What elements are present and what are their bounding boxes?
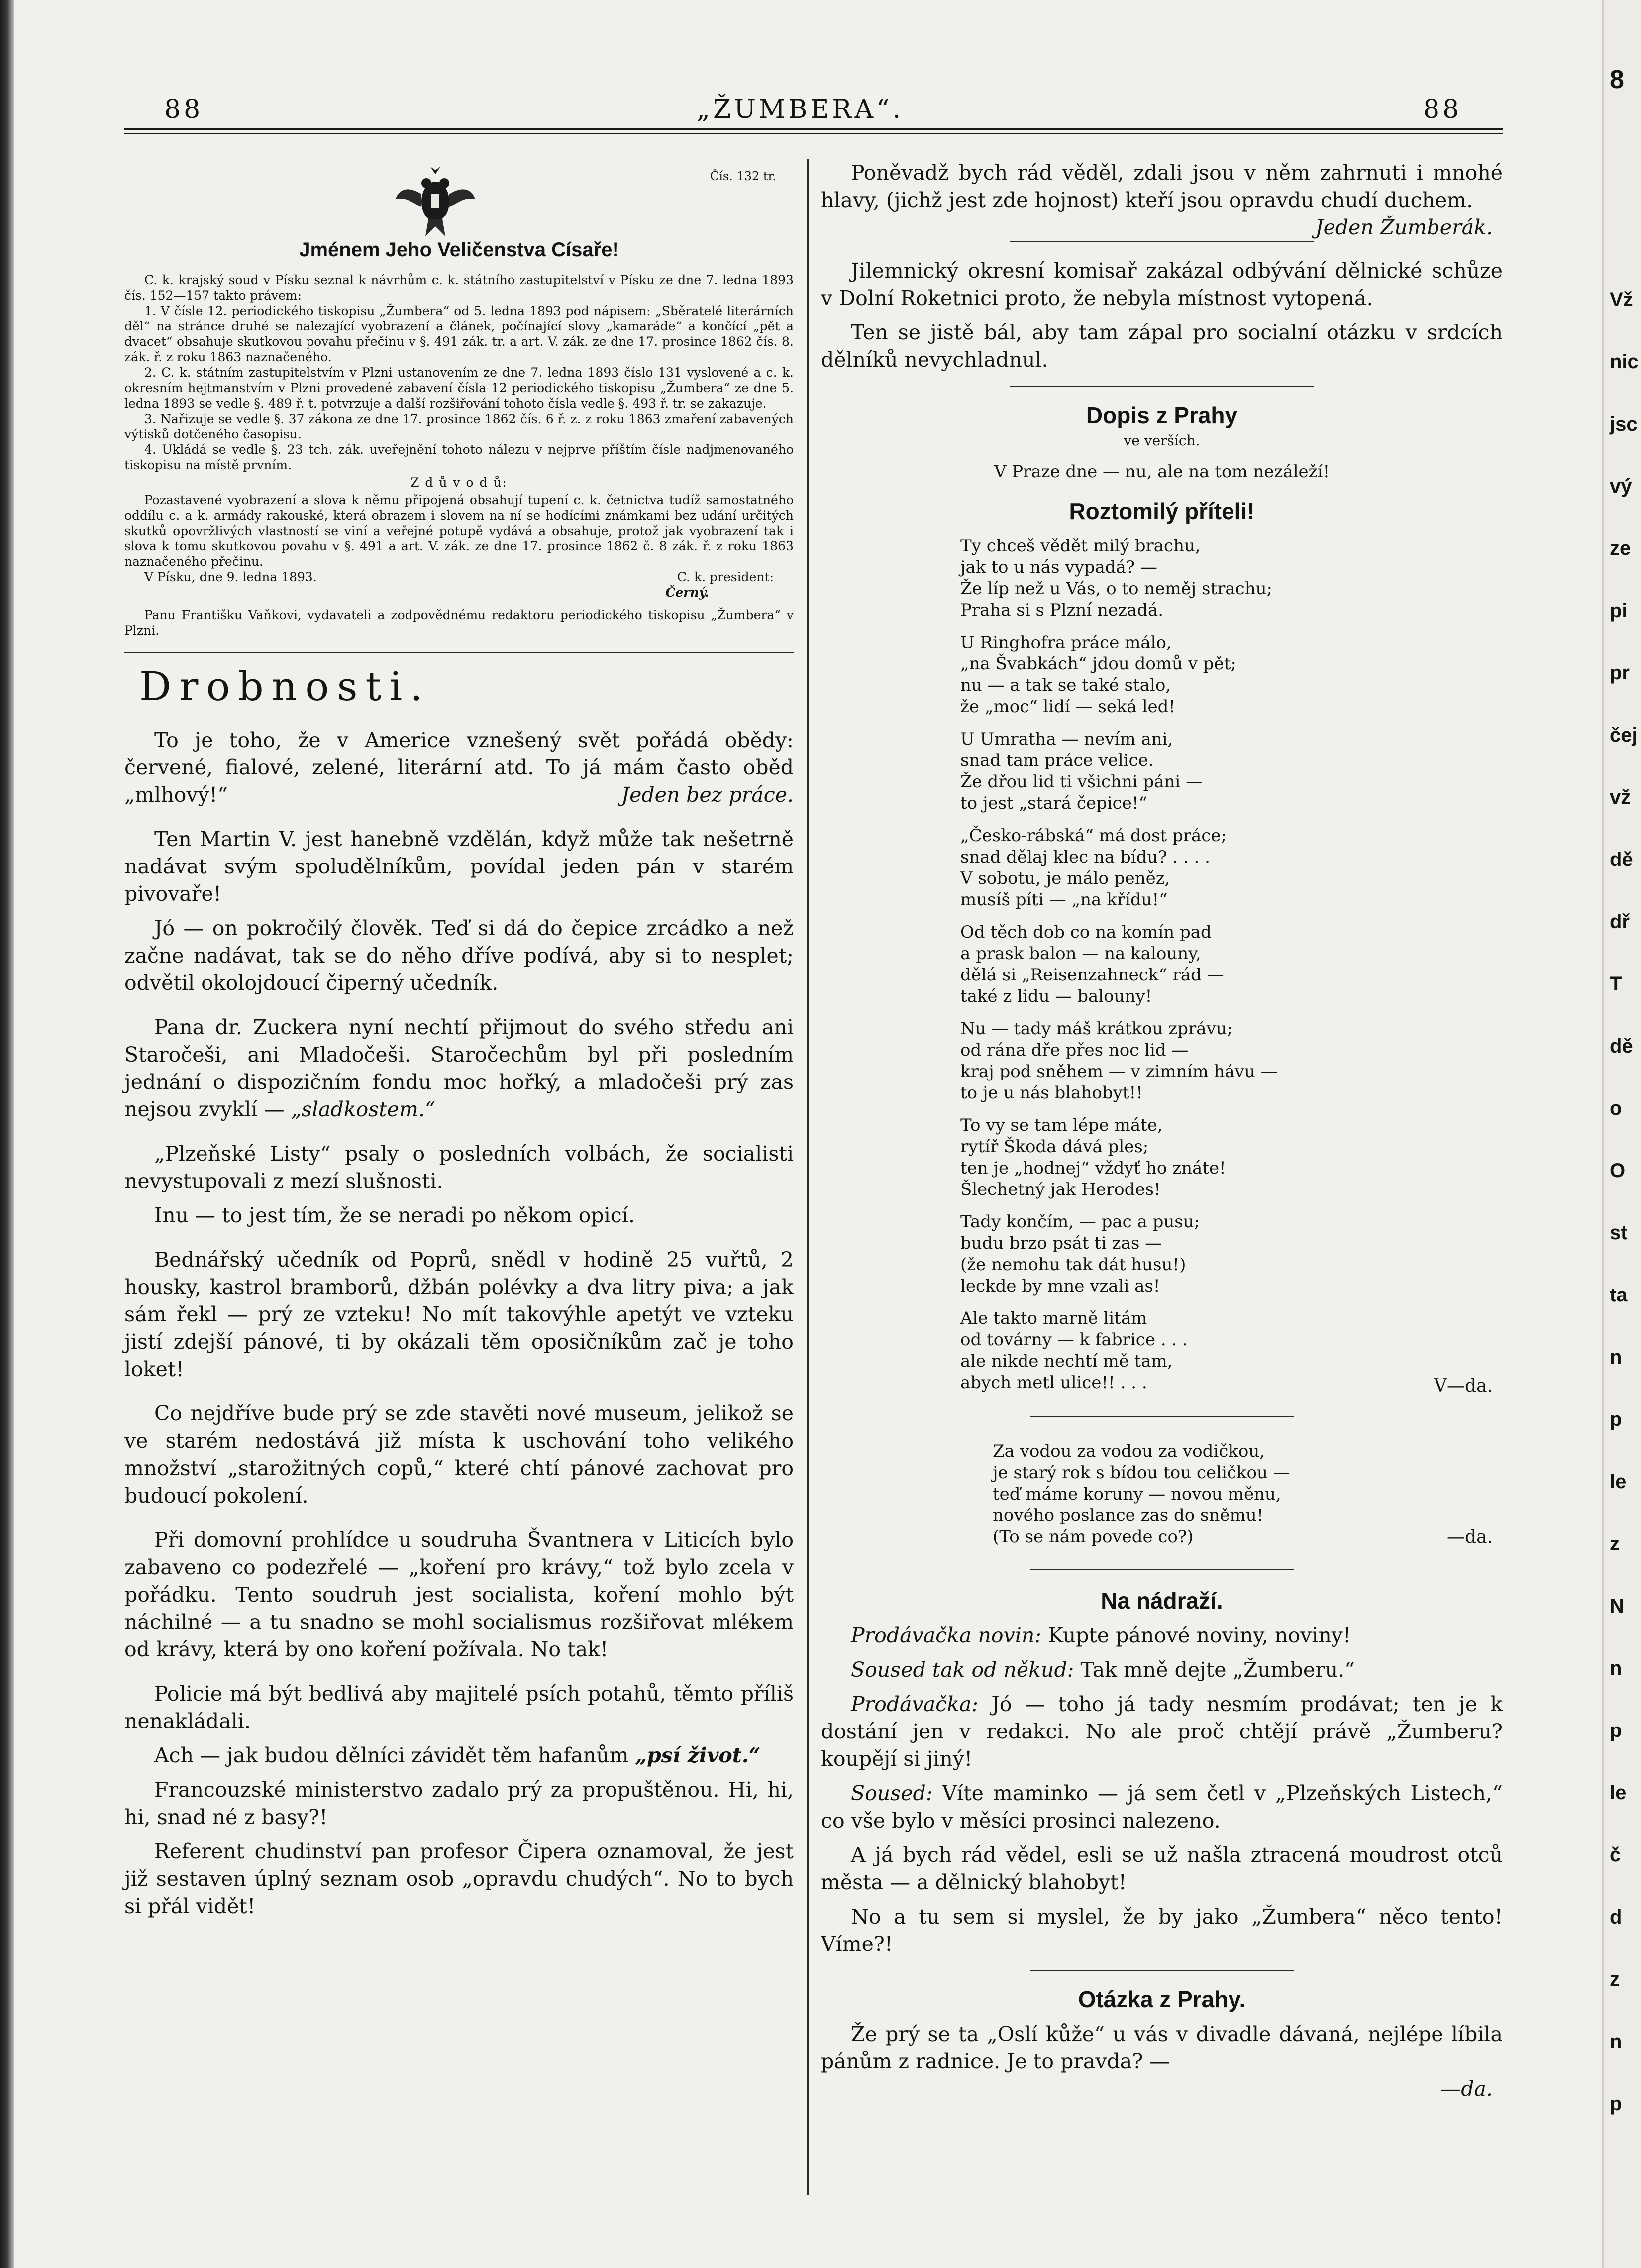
poem-line: rytíř Škoda dává ples; — [960, 1137, 1149, 1157]
dopis-dateline: V Praze dne — nu, ale na tom nezáleží! — [994, 462, 1330, 482]
poem-line: ten je „hodnej“ vždyť ho znáte! — [960, 1158, 1226, 1178]
next-page-fragment: n — [1610, 1346, 1622, 1368]
poem-line: od rána dře přes noc lid — — [960, 1040, 1189, 1060]
drobnosti-body — [124, 727, 794, 1920]
dialogue-line — [821, 1622, 1503, 1649]
verdict-paragraph: 1. V čísle 12. periodického tiskopisu „Žumbera“ od 5. ledna 1893 pod nápisem: „Sběratelé literárních děl“ na stránce druhé se nalezající vyobrazení a článek, počínající slovy „kamaráde“ a končící „pět a dvacet“ obsahuje skutkovou povahu přečinu v §. 491 zák. tr. a art. V. zák. ze dne 17. prosince 1862 čís. 8. zák. ř. z roku 1863 naznačeného. — [124, 304, 794, 364]
newspaper-title: „ŽUMBERA“. — [697, 95, 904, 124]
next-page-fragment: vž — [1610, 786, 1631, 808]
verdict-paragraph: C. k. krajský soud v Písku seznal k návrhům c. k. státního zastupitelství v Písku ze dne 7. ledna 1893 čís. 152—157 takto právem: — [124, 273, 794, 303]
poem-stanza — [960, 1211, 1503, 1297]
next-page-fragment: p — [1610, 2093, 1622, 2115]
poem-line: leckde by mne vzali as! — [960, 1276, 1160, 1296]
drobnosti-item: Inu — to jest tím, že se neradi po někom opicí. — [154, 1203, 635, 1227]
next-page-fragment: dě — [1610, 1035, 1633, 1057]
dialogue-speaker: Soused tak od někud: — [851, 1658, 1081, 1682]
poem-line: Praha si s Plzní nezadá. — [960, 600, 1164, 620]
poem-line: Že dřou lid ti všichni páni — — [960, 772, 1203, 792]
dialogue-text: Kupte pánové noviny, noviny! — [1048, 1623, 1351, 1647]
poem-line: (že nemohu tak dát husu!) — [960, 1255, 1186, 1275]
next-page-fragment: dě — [1610, 849, 1633, 870]
drobnosti-signature: Jeden bez práce. — [621, 783, 794, 807]
poem-line: dělá si „Reisenzahneck“ rád — — [960, 965, 1224, 985]
chudi-duchem-signature: Jeden Žumberák. — [1315, 216, 1493, 239]
next-page-fragment: jsc — [1610, 413, 1638, 435]
dialogue-speaker: Soused: — [851, 1781, 942, 1805]
verdict-recipient: Panu Františku Vaňkovi, vydavateli a zodpovědnému redaktoru periodického tiskopisu „Žumbera“ v Plzni. — [124, 608, 794, 638]
header-rule-bottom — [124, 133, 1503, 134]
next-page-fragment: p — [1610, 1408, 1622, 1430]
poem-line: Ale takto marně litám — [960, 1308, 1147, 1328]
dialogue-line — [821, 1656, 1503, 1684]
verdict-masthead — [124, 159, 794, 244]
reasons-heading: Z d ů v o d ů: — [410, 475, 508, 490]
nadrazi-text: A já bych rád vědel, esli se už našla ztracená moudrost otců města — a dělnický blahobyt! — [821, 1843, 1503, 1894]
short-divider — [1010, 386, 1314, 387]
poem-line: snad tam práce velice. — [960, 751, 1154, 770]
poem-line: Tady končím, — pac a pusu; — [960, 1212, 1200, 1232]
dialogue-speaker: Prodávačka novin: — [851, 1623, 1048, 1647]
poem-line: U Umratha — nevím ani, — [960, 729, 1173, 749]
next-page-fragment: le — [1610, 1471, 1627, 1493]
dopis-subtitle: ve verších. — [1124, 432, 1200, 449]
right-column — [821, 159, 1503, 2103]
drobnosti-item: Ten Martin V. jest hanebně vzdělán, když může tak nešetrně nadávat svým spoludělníkům, povídal jeden pán v starém pivovaře! — [124, 827, 794, 906]
dopis-greeting: Roztomilý příteli! — [1069, 498, 1255, 524]
page-number-left: 88 — [164, 95, 204, 124]
poem-line: musíš píti — „na křídu!“ — [960, 890, 1168, 910]
poem-line: Že líp než u Vás, o to neměj strachu; — [960, 579, 1272, 599]
next-page-fragment: ta — [1610, 1284, 1628, 1306]
case-number: Čís. 132 tr. — [710, 169, 776, 183]
drobnosti-item — [124, 1742, 794, 1769]
verse-line: je starý rok s bídou tou celičkou — — [993, 1463, 1290, 1483]
next-page-fragment: st — [1610, 1222, 1628, 1244]
next-page-fragment: z — [1610, 1533, 1620, 1555]
next-page-fragment: T — [1610, 973, 1622, 995]
dopis-poem — [960, 536, 1503, 1394]
poem-stanza — [960, 825, 1503, 911]
poem-stanza — [960, 536, 1503, 621]
drobnosti-item: Při domovní prohlídce u soudruha Švantnera v Liticích bylo zabaveno co podezřelé — „koření pro krávy,“ tož bylo zcela v pořádku. Tento soudruh jest socialista, koření mohlo být náchilné — a tu snadno se mohl socialismus rozšiřovat mlékem od krávy, která by ono koření požívala. No tak! — [124, 1528, 794, 1661]
next-page-fragment: z — [1610, 1968, 1620, 1990]
next-page-fragment: dř — [1610, 911, 1630, 933]
double-eagle-emblem-icon — [396, 164, 475, 239]
poem-line: kraj pod sněhem — v zimním hávu — — [960, 1062, 1278, 1081]
poem-line: nu — a tak se také stalo, — [960, 675, 1171, 695]
poem-line: také z lidu — balouny! — [960, 986, 1152, 1006]
dialogue-speaker: Prodávačka: — [851, 1692, 992, 1716]
next-page-number: 8 — [1610, 65, 1624, 94]
poem-stanza — [960, 632, 1503, 718]
drobnosti-item — [124, 727, 794, 809]
next-page-fragment: Vž — [1610, 289, 1633, 311]
column-divider — [807, 159, 809, 2195]
drobnosti-item: Co nejdříve bude prý se zde stavěti nové museum, jelikož se ve starém nedostává již místa k uschování toho velikého množství „starožitných copů,“ které chtí pánové zachovat pro budoucí pokolení. — [124, 1402, 794, 1508]
poem-line: to jest „stará čepice!“ — [960, 793, 1147, 813]
next-page-fragment: č — [1610, 1844, 1621, 1866]
poem-stanza — [960, 1018, 1503, 1104]
poem-line: abych metl ulice!! . . . — [960, 1373, 1147, 1393]
otazka-signature: —da. — [1440, 2077, 1493, 2101]
chudi-duchem-body: Poněvadž bych rád věděl, zdali jsou v něm zahrnuti i mnohé hlavy, (jichž jest zde hojnost) kteří jsou opravdu chudí duchem. — [821, 161, 1503, 212]
verse-line: (To se nám povede co?) — [993, 1527, 1194, 1547]
drobnosti-item: Bednářský učedník od Poprů, snědl v hodině 25 vuřtů, 2 housky, kastrol bramborů, džbán polévky a dva litry piva; a jak sám řekl — prý ze vzteku! No mít takovýhle apetýt ve vzteku jistí zdejší pánové, ti by okázali těm oposičníkům zač je toho loket! — [124, 1248, 794, 1381]
next-page-fragment: ze — [1610, 538, 1631, 559]
verdict-reasons: Pozastavené vyobrazení a slova k němu připojená obsahují tupení c. k. četnictva tudíž samostatného oddílu c. a k. armády rakouské, která obrazem i slovem na ní se hodícími známkami bez udání určitých skutků opovržlivých vlastností se viní a veřejné potupě vydává a obsahuje, protož jak vyobrazení tak i slova k tomu skutkovou povahu v §. 491 a art. V. zák. ze dne 17. prosince 1862 č. 8 zák. ř. z roku 1863 naznačeného přečinu. — [124, 493, 794, 569]
drobnosti-emphasis: „sladkostem.“ — [291, 1097, 435, 1121]
jilemnice-text: Ten se jistě bál, aby tam zápal pro socialní otázku v srdcích dělníků nevychladnul. — [821, 321, 1503, 372]
drobnosti-text: Ach — jak budou dělníci závidět těm hafanům — [154, 1743, 629, 1767]
verse-line: Za vodou za vodou za vodičkou, — [993, 1441, 1265, 1461]
verdict-text — [124, 272, 794, 638]
verdict-heading: Jménem Jeho Veličenstva Císaře! — [299, 239, 619, 261]
next-page-fragment: nic — [1610, 351, 1639, 373]
dialogue-line — [821, 1780, 1503, 1835]
poem-line: budu brzo psát ti zas — — [960, 1233, 1162, 1253]
poem-line: snad dělaj klec na bídu? . . . . — [960, 847, 1210, 867]
poem-line: ale nikde nechtí mě tam, — [960, 1351, 1173, 1371]
drobnosti-item: Referent chudinství pan profesor Čipera oznamoval, že jest již sestaven úplný seznam osob „opravdu chudých“. No to bych si přál vidět! — [124, 1839, 794, 1918]
verdict-paragraph: 3. Nařizuje se vedle §. 37 zákona ze dne 17. prosince 1862 čís. 6 ř. z. z roku 1863 zmaření zabavených výtisků dotčeného časopisu. — [124, 412, 794, 441]
short-divider — [1030, 1970, 1294, 1971]
page-number-right: 88 — [1423, 95, 1462, 124]
next-page-fragment: n — [1610, 2031, 1622, 2052]
poem-line: V sobotu, je málo peněz, — [960, 868, 1170, 888]
verdict-place-date: V Písku, dne 9. ledna 1893. — [144, 570, 317, 584]
nadrazi-closing — [821, 1841, 1503, 1958]
poem-line: Od těch dob co na komín pad — [960, 922, 1212, 942]
poem-line: U Ringhofra práce málo, — [960, 633, 1172, 652]
section-divider — [124, 652, 794, 653]
drobnosti-emphasis: „psí život.“ — [635, 1743, 761, 1767]
header-rule-top — [124, 128, 1503, 130]
verse-line: nového poslance zas do sněmu! — [993, 1506, 1264, 1525]
chudi-duchem-text — [821, 159, 1503, 239]
left-column — [124, 159, 794, 1927]
drobnosti-item: Jó — on pokročilý člověk. Teď si dá do čepice zrcádko a než začne nadávat, tak se do něho dříve podívá, aby si to nesplet; odvětil okolojdoucí čiperný učedník. — [124, 916, 794, 995]
president-label: C. k. president: — [677, 570, 774, 584]
president-signature: Černý. — [665, 585, 709, 600]
dialogue-text: Jó — toho já tady nesmím prodávat; ten je k dostání jen v redakci. No ale proč chtějí právě „Žumberu? koupějí si jiný! — [821, 1692, 1503, 1771]
poem-line: to je u nás blahobyt!! — [960, 1083, 1143, 1103]
poem-line: že „moc“ lidí — seká led! — [960, 697, 1176, 717]
drobnosti-item — [124, 1014, 794, 1123]
next-page-fragment: čej — [1610, 724, 1638, 746]
next-page-fragment: vý — [1610, 475, 1632, 497]
poem-stanza — [960, 729, 1503, 814]
dialogue-line — [821, 1691, 1503, 1773]
otazka-title: Otázka z Prahy. — [1078, 1986, 1246, 2012]
poem-stanza — [960, 1115, 1503, 1200]
jilemnice-text: Jilemnický okresní komisař zakázal odbývání dělnické schůze v Dolní Roketnici proto, že nebyla místnost vytopená. — [821, 259, 1503, 310]
poem-signature: V—da. — [1434, 1376, 1493, 1396]
otazka-item — [821, 2021, 1503, 2103]
drobnosti-text: To je toho, že v Americe vznešený svět pořádá obědy: červené, fialové, zelené, literární atd. To já mám často oběd „mlhový!“ — [124, 728, 794, 807]
poem-line: „Česko-rábská“ má dost práce; — [960, 826, 1227, 846]
next-page-fragment: N — [1610, 1595, 1624, 1617]
chudi-duchem — [821, 159, 1503, 239]
za-vodou-signature: —da. — [1447, 1527, 1493, 1547]
poem-line: jak to u nás vypadá? — — [960, 557, 1157, 577]
verdict-paragraph: 4. Ukládá se vedle §. 23 tch. zák. uveřejnění tohoto nálezu v nejprve příštím čísle nadjmenovaného tiskopisu na místě prvním. — [124, 442, 794, 472]
drobnosti-text: Pana dr. Zuckera nyní nechtí přijmout do svého středu ani Staročeši, ani Mladočeši. Staročechům byl při posledním jednání o dispozičním fondu moc hořký, a mladočeši prý zas nejsou zvyklí — — [124, 1015, 794, 1121]
poem-stanza — [960, 922, 1503, 1007]
poem-line: To vy se tam lépe máte, — [960, 1115, 1163, 1135]
short-divider — [1030, 1569, 1294, 1570]
next-page-fragment: o — [1610, 1097, 1622, 1119]
poem-line: Šlechetný jak Herodes! — [960, 1180, 1161, 1199]
poem-line: a prask balon — na kalouny, — [960, 944, 1201, 964]
poem-line: Nu — tady máš krátkou zprávu; — [960, 1019, 1233, 1039]
next-page-fragment: d — [1610, 1906, 1622, 1928]
drobnosti-item: „Plzeňské Listy“ psaly o posledních volbách, že socialisti nevystupovali z mezí slušnosti. — [124, 1142, 794, 1193]
dialogue-text: Víte maminko — já sem četl v „Plzeňských Listech,“ co vše bylo v měsíci prosinci nalezeno. — [821, 1781, 1503, 1833]
next-page-fragment: pi — [1610, 600, 1628, 622]
poem-line: Ty chceš vědět milý brachu, — [960, 536, 1201, 556]
drobnosti-item: Policie má být bedlivá aby majitelé psích potahů, těmto příliš nenakládali. — [124, 1682, 794, 1733]
dialogue-text: Tak mně dejte „Žumberu.“ — [1080, 1658, 1355, 1682]
nadrazi-title: Na nádraží. — [1101, 1588, 1223, 1614]
jilemnice-item — [821, 257, 1503, 374]
drobnosti-title: Drobnosti. — [139, 663, 431, 710]
short-divider — [1010, 241, 1314, 242]
next-page-fragment: pr — [1610, 662, 1630, 684]
verdict-paragraph: 2. C. k. státním zastupitelstvím v Plzni ustanovením ze dne 7. ledna 1893 číslo 131 vyslovené a c. k. okresním hejtmanstvím v Plzni provedené zabavení čísla 12 periodického tiskopisu „Žumbera“ ze dne 5. ledna 1893 se vedle §. 489 ř. t. potvrzuje a další rozšiřování tohoto čísla vedle §. 493 ř. tr. se zakazuje. — [124, 365, 794, 411]
nadrazi-dialogue — [821, 1622, 1503, 1835]
otazka-text: Že prý se ta „Oslí kůže“ u vás v divadle dávaná, nejlépe líbila pánům z radnice. Je to pravda? — — [821, 2022, 1503, 2073]
poem-line: od továrny — k fabrice . . . — [960, 1330, 1188, 1350]
dopis-title: Dopis z Prahy — [1086, 402, 1238, 428]
poem-line: „na Švabkách“ jdou domů v pět; — [960, 654, 1236, 674]
drobnosti-item: Francouzské ministerstvo zadalo prý za propuštěnou. Hi, hi, hi, snad né z basy?! — [124, 1778, 794, 1829]
scan-edge-left — [0, 0, 14, 2268]
short-divider — [1030, 1416, 1294, 1417]
next-page-fragment: O — [1610, 1160, 1626, 1182]
nadrazi-text: No a tu sem si myslel, že by jako „Žumbera“ něco tento! Víme?! — [821, 1905, 1503, 1956]
next-page-fragment: p — [1610, 1720, 1622, 1741]
next-page-fragment: le — [1610, 1782, 1627, 1804]
verse-line: teď máme koruny — novou měnu, — [993, 1484, 1281, 1504]
next-page-fragment: n — [1610, 1657, 1622, 1679]
